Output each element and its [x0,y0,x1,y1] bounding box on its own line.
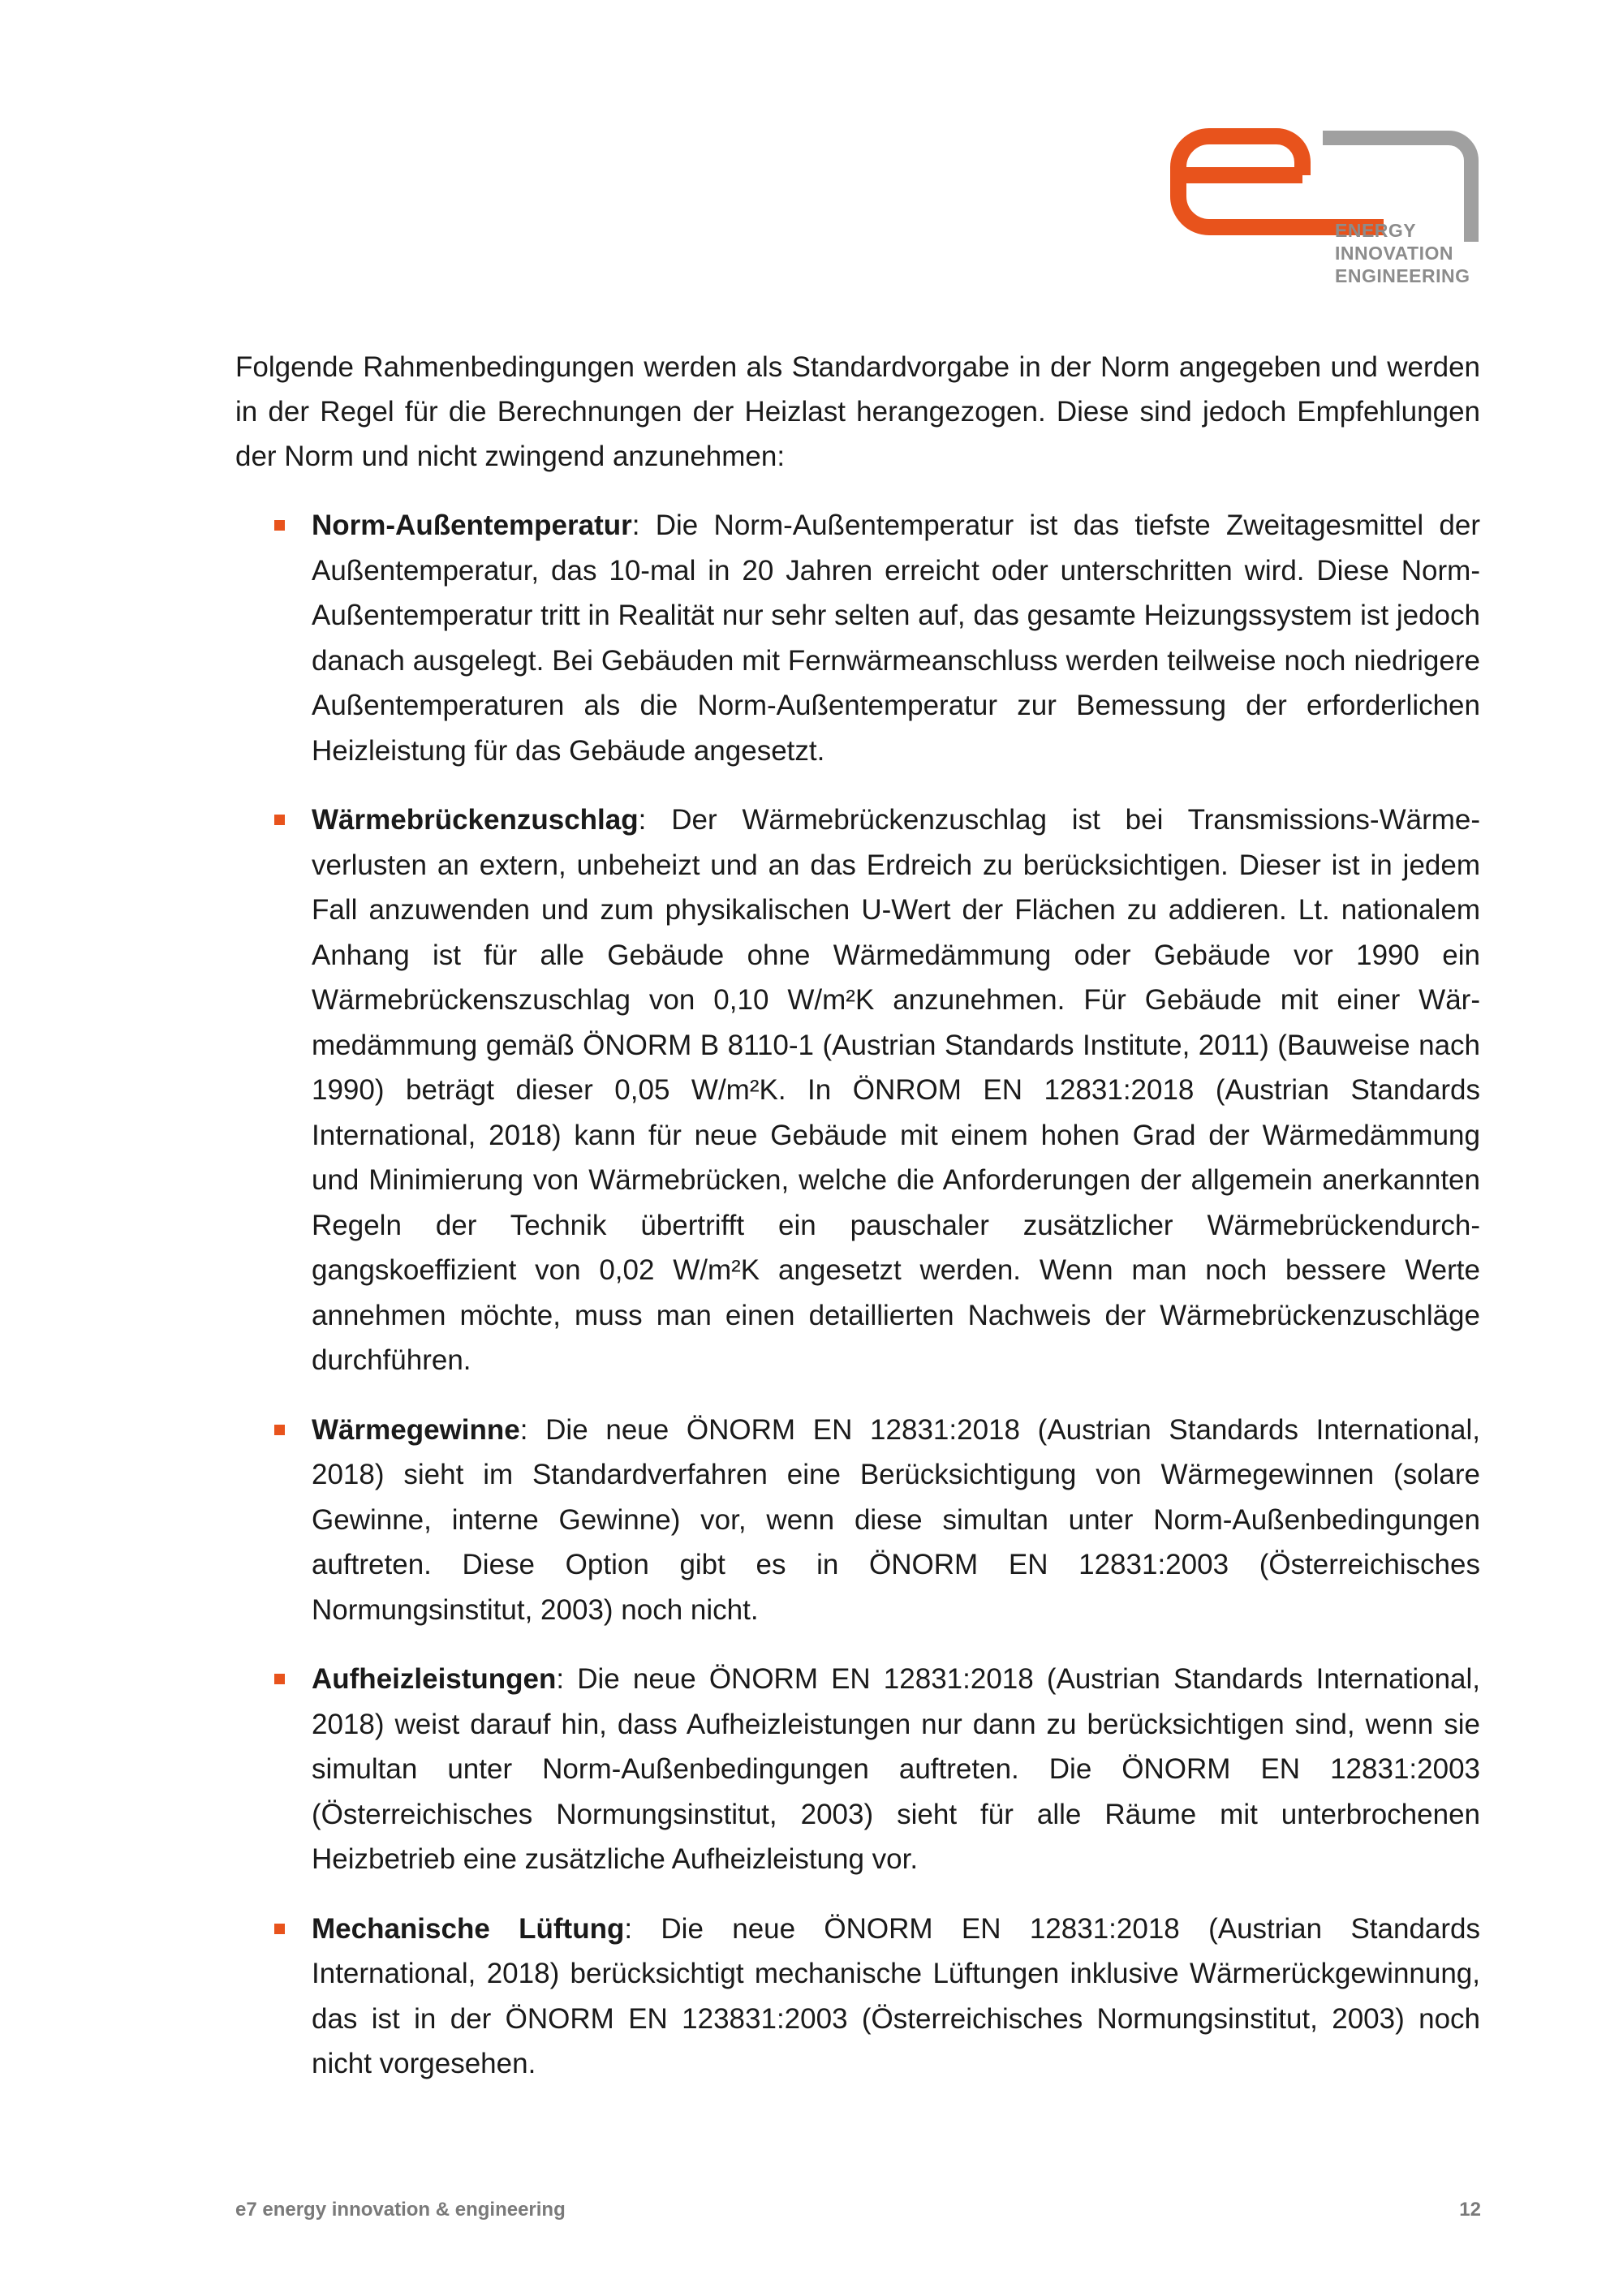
bullet-item [235,1907,1480,2087]
bullet-text: : Der Wärmebrückenzuschlag ist bei Transmissions-Wärmeverlusten an extern, unbeheizt und an das Erdreich zu berücksichtigen. Dieser ist in jedem Fall anzuwenden und zum physikalischen U-Wert der Flächen zu addieren. Lt. nationalem Anhang ist für alle Gebäude ohne Wärmedämmung oder Gebäude vor 1990 ein Wärmebrückenszuschlag von 0,10 W/m²K anzunehmen. Für Gebäude mit einer Wärmedämmung gemäß ÖNORM B 8110-1 (Austrian Standards Institute, 2011) (Bauweise nach 1990) beträgt dieser 0,05 W/m²K. In ÖNROM EN 12831:2018 (Austrian Standards International, 2018) kann für neue Gebäude mit einem hohen Grad der Wärmedämmung und Minimierung von Wärmebrücken, welche die Anforderungen der allgemein anerkannten Regeln der Technik übertrifft ein pauschaler zusätzlicher Wärmebrückendurchgangskoeffizient von 0,02 W/m²K angesetzt werden. Wenn man noch bessere Werte annehmen möchte, muss man einen detaillierten Nachweis der Wärmebrückenzuschläge durchführen. [312,804,1480,1376]
bullet-term: Aufheizleistungen [312,1663,557,1695]
logo-tagline-line: INNOVATION [1335,243,1453,264]
company-logo [1169,128,1481,290]
bullet-marker-icon [274,1924,285,1934]
logo-tagline [1335,219,1470,287]
footer-company: e7 energy innovation & engineering [235,2199,566,2221]
bullet-item [235,503,1480,773]
bullet-text: : Die Norm-Außentemperatur ist das tiefste Zweitagesmittel der Außentemperatur, das 10-mal in 20 Jahren erreicht oder unterschritten wird. Diese Norm-Außentemperatur tritt in Realität nur sehr selten auf, das gesamte Heizungssystem ist jedoch danach ausgelegt. Bei Gebäuden mit Fernwärmeanschluss werden teilweise noch niedrigere Außentemperaturen als die Norm-Außentemperatur zur Bemessung der erforderlichen Heizleistung für das Gebäude angesetzt. [312,510,1480,767]
bullet-term: Norm-Außentemperatur [312,510,632,541]
bullet-marker-icon [274,815,285,825]
bullet-text: : Die neue ÖNORM EN 12831:2018 (Austrian Standards International, 2018) weist darauf hin, dass Aufheizleistungen nur dann zu berücksichtigen sind, wenn sie simultan unter Norm-Außenbedingungen auftreten. Die ÖNORM EN 12831:2003 (Österreichisches Normungsinstitut, 2003) sieht für alle Räume mit unterbrochenen Heizbetrieb eine zusätzliche Aufheizleistung vor. [312,1663,1480,1875]
bullet-item [235,1657,1480,1882]
document-body [235,345,1480,2111]
page-number: 12 [1459,2199,1481,2221]
bullet-marker-icon [274,520,285,531]
bullet-list [235,503,1480,2087]
bullet-term: Mechanische Lüftung [312,1912,625,1945]
bullet-marker-icon [274,1674,285,1684]
bullet-item [235,1408,1480,1633]
intro-paragraph: Folgende Rahmenbedingungen werden als Standardvorgabe in der Norm angegeben und werden in der Regel für die Berechnungen der Heizlast herangezogen. Diese sind jedoch Empfehlungen der Norm und nicht zwingend anzunehmen: [235,351,1480,472]
bullet-marker-icon [274,1425,285,1435]
bullet-text: : Die neue ÖNORM EN 12831:2018 (Austrian Standards International, 2018) berücksichtigt mechanische Lüftungen inklusive Wärmerückgewinnung, das ist in der ÖNORM EN 123831:2003 (Österreichisches Normungsinstitut, 2003) noch nicht vorgesehen. [312,1912,1480,2079]
logo-tagline-line: ENGINEERING [1335,265,1470,286]
logo-tagline-line: ENERGY [1335,220,1417,241]
bullet-text: : Die neue ÖNORM EN 12831:2018 (Austrian Standards International, 2018) sieht im Standardverfahren eine Berücksichtigung von Wärmegewinnen (solare Gewinne, interne Gewinne) vor, wenn diese simultan unter Norm-Außenbedingungen auftreten. Diese Option gibt es in ÖNORM EN 12831:2003 (Österreichisches Normungsinstitut, 2003) noch nicht. [312,1413,1480,1626]
bullet-term: Wärmebrückenzuschlag [312,804,639,836]
bullet-term: Wärmegewinne [312,1413,520,1446]
bullet-item [235,798,1480,1383]
